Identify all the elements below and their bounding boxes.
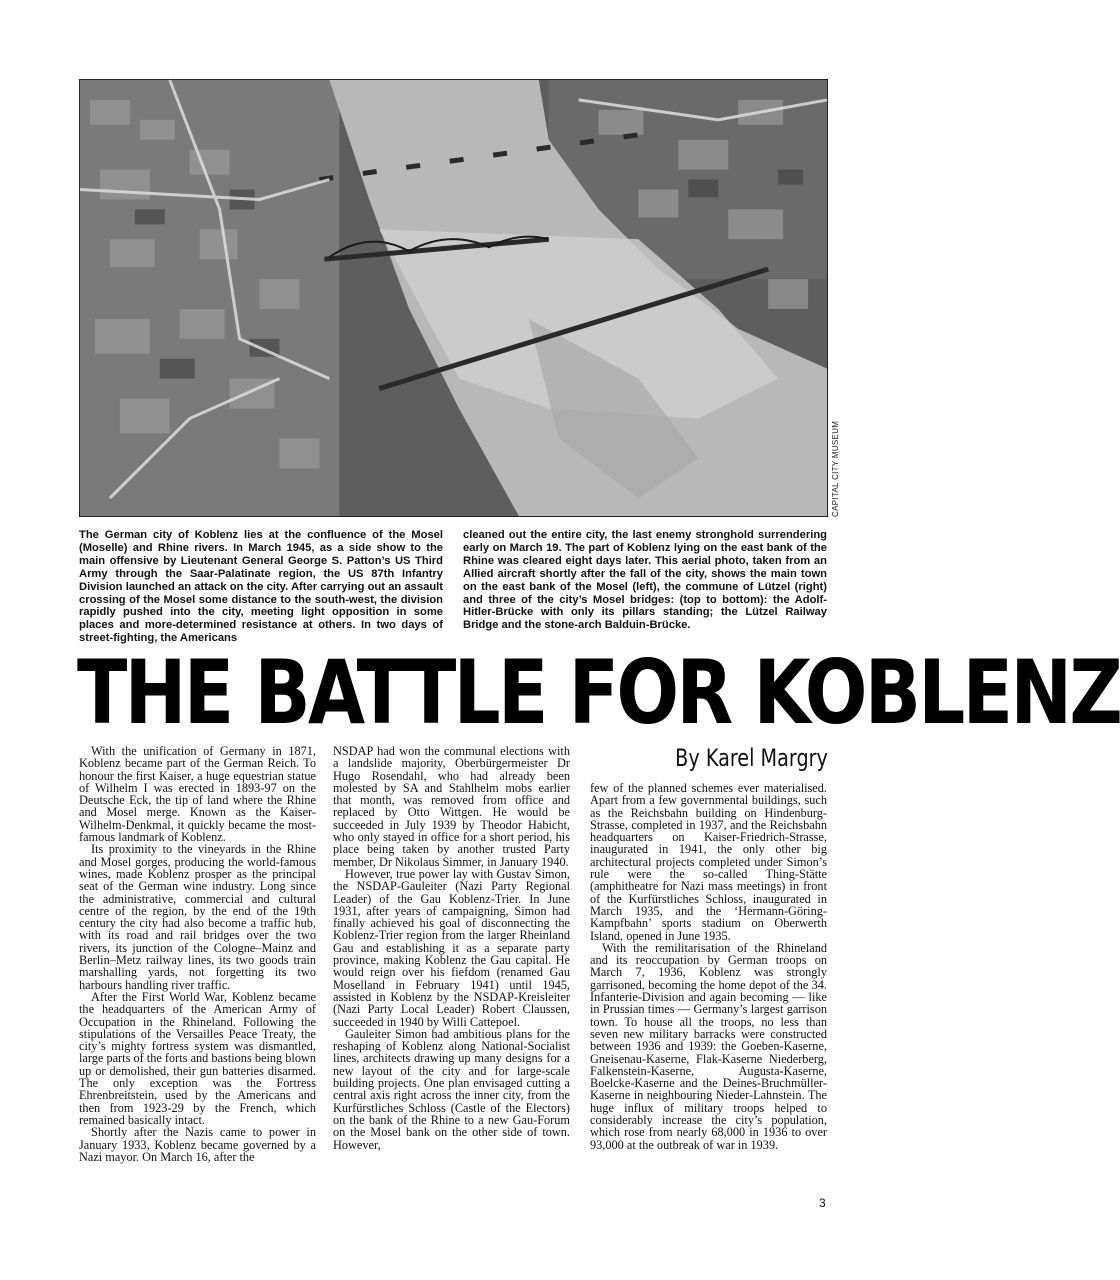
paragraph: Shortly after the Nazis came to power in January 1933, Koblenz became governed by a Nazi mayor. On March 16, after the [79,1125,316,1164]
photo-caption-right: cleaned out the entire city, the last enemy stronghold surrendering early on March 19. The part of Koblenz lying on the east bank of the Rhine was cleared eight days later. This aerial photo, taken from an Allied aircraft shortly after the fall of the city, shows the main town on the east bank of the Mosel (left), the commune of Lützel (right) and three of the city’s Mosel bridges: (top to bottom): the Adolf-Hitler-Brücke with only its pillars standing; the Lützel Railway Bridge and the stone-arch Balduin-Brücke. [463,529,827,632]
paragraph: However, true power lay with Gustav Simon, the NSDAP-Gauleiter (Nazi Party Regional Leader) of the Gau Koblenz-Trier. In June 1931, after years of campaigning, Simon had finally achieved his goal of disconnecting the Koblenz-Trier region from the larger Rheinland Gau and establishing it as a separate party province, making Koblenz the Gau capital. He would reign over his fiefdom (renamed Gau Moselland in February 1941) until 1945, assisted in Koblenz by the NSDAP-Kreisleiter (Nazi Party Local Leader) Robert Claussen, succeeded in 1940 by Willi Cattepoel. [333,866,570,1029]
aerial-photo-illustration [80,80,827,516]
article-byline: By Karel Margry [675,744,828,772]
paragraph: few of the planned schemes ever materialised. Apart from a few governmental buildings, such as the Reichsbahn building on Hindenburg-Strasse, completed in 1937, and the Reichsbahn headquarters on Kaiser-Friedrich-Strasse, inaugurated in 1941, the only other big architectural projects completed under Simon’s rule were the so-called Thing-Stätte (amphitheatre for Nazi mass meetings) in front of the Kurfürstliches Schloss, inaugurated in March 1935, and the ‘Hermann-Göring-Kampfbahn’ sports stadium on Oberwerth Island, opened in June 1935. [590,781,827,943]
body-column-2 [333,745,570,1151]
body-column-1 [79,745,316,1163]
article-headline: THE BATTLE FOR KOBLENZ [77,641,1120,745]
aerial-photo-koblenz [79,79,828,517]
paragraph: NSDAP had won the communal elections with a landslide majority, Oberbürgermeister Dr Hugo Rosendahl, who had already been molested by SA and Stahlhelm mobs earlier that month, was removed from office and replaced by Otto Wittgen. He would be succeeded in July 1939 by Theodor Habicht, who only stayed in office for a short period, his place being taken by another trusted Party member, Dr Nikolaus Simmer, in January 1940. [333,744,570,869]
paragraph: Its proximity to the vineyards in the Rhine and Mosel gorges, producing the world-famous wines, made Koblenz prosper as the principal seat of the German wine industry. Long since the administrative, commercial and cultural centre of the region, by the end of the 19th century the city had also become a traffic hub, with its road and rail bridges over the two rivers, its junction of the Cologne–Mainz and Berlin–Metz railway lines, its two goods train marshalling yards, not forgetting its two harbours handling river traffic. [79,842,316,992]
paragraph: Gauleiter Simon had ambitious plans for the reshaping of Koblenz along National-Socialist lines, architects drawing up many designs for a new layout of the city and for large-scale building projects. One plan envisaged cutting a central axis right across the inner city, from the Kurfürstliches Schloss (Castle of the Electors) on the bank of the Rhine to a new Gau-Forum on the Mosel bank on the other side of town. However, [333,1026,570,1152]
body-column-3 [590,782,827,1151]
paragraph: With the remilitarisation of the Rhineland and its reoccupation by German troops on March 7, 1936, Koblenz was strongly garrisoned, becoming the home depot of the 34. Infanterie-Division and again becoming — like in Prussian times — Germany’s largest garrison town. To house all the troops, no less than seven new military barracks were constructed between 1936 and 1939: the Goeben-Kaserne, Gneisenau-Kaserne, Flak-Kaserne Niederberg, Falkenstein-Kaserne, Augusta-Kaserne, Boelcke-Kaserne and the Deines-Bruchmüller-Kaserne in neighbouring Nieder-Lahnstein. The huge influx of military troops helped to considerably increase the city’s population, which rose from nearly 68,000 in 1936 to over 93,000 at the outbreak of war in 1939. [590,940,827,1152]
photo-caption-left: The German city of Koblenz lies at the confluence of the Mosel (Moselle) and Rhine rivers. In March 1945, as a side show to the main offensive by Lieutenant General George S. Patton’s US Third Army through the Saar-Palatinate region, the US 87th Infantry Division launched an attack on the city. After carrying out an assault crossing of the Mosel some distance to the south-west, the division rapidly pushed into the city, meeting light opposition in some places and more-determined resistance at others. In two days of street-fighting, the Americans [79,529,443,645]
photo-credit: CAPITAL CITY MUSEUM [831,420,840,517]
paragraph: After the First World War, Koblenz became the headquarters of the American Army of Occupation in the Rhineland. Following the stipulations of the Versailles Peace Treaty, the city’s mighty fortress system was dismantled, large parts of the forts and bastions being blown up or demolished, their gun batteries disarmed. The only exception was the Fortress Ehrenbreitstein, used by the Americans and then from 1923-29 by the French, which remained basically intact. [79,989,316,1127]
paragraph: With the unification of Germany in 1871, Koblenz became part of the German Reich. To honour the first Kaiser, a huge equestrian statue of Wilhelm I was erected in 1893-97 on the Deutsche Eck, the tip of land where the Rhine and Mosel merge. Known as the Kaiser-Wilhelm-Denkmal, it quickly became the most-famous landmark of Koblenz. [79,744,316,845]
page-number: 3 [819,1196,826,1210]
